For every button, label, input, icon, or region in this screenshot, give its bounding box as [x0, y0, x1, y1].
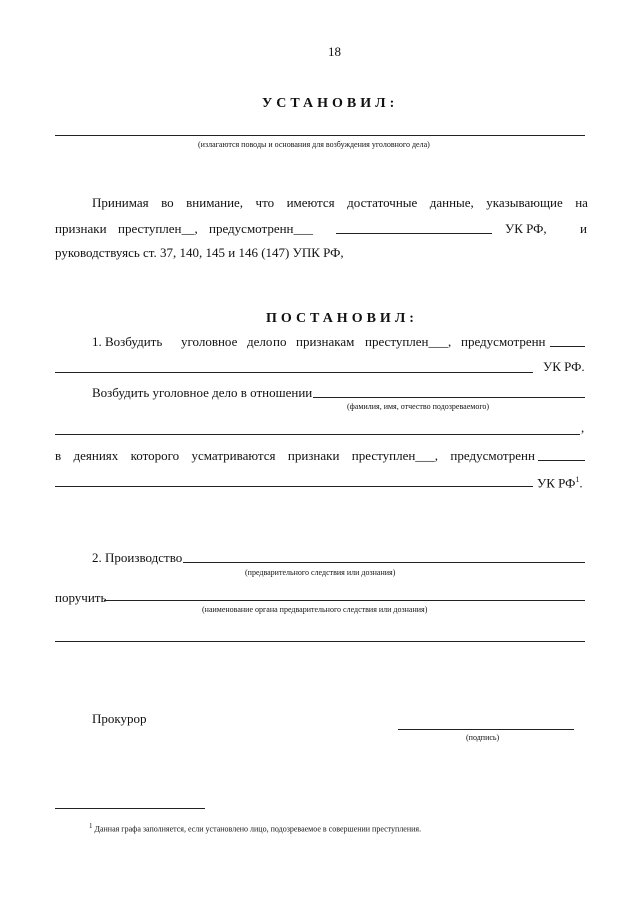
item2-label: 2. Производство [92, 550, 183, 565]
acts-word: преступлен___, [351, 448, 439, 463]
item1-line1-c: дело [247, 334, 273, 349]
grounds-caption: (излагаются поводы и основания для возбуждения уголовного дела) [198, 140, 430, 149]
item1-line1-b: уголовное [181, 334, 238, 349]
item1-line1-d: по [273, 334, 287, 349]
acts-tail-end: . [579, 475, 583, 491]
assign-caption: (наименование органа предварительного следствия или дознания) [202, 605, 428, 614]
resolved-heading: ПОСТАНОВИЛ: [266, 311, 418, 326]
intro-word: достаточные [347, 195, 418, 210]
footnote-mark: 1 [89, 822, 93, 830]
acts-word: усматриваются [191, 448, 276, 463]
assign-line [104, 600, 585, 601]
intro-word: указывающие [486, 195, 563, 210]
intro-word: что [255, 195, 275, 210]
suspect-name-line [313, 397, 585, 398]
acts-word: которого [130, 448, 180, 463]
proceedings-line [183, 562, 585, 563]
acts-word: в [55, 448, 62, 463]
footnote-text: Данная графа заполняется, если установлено лицо, подозреваемое в совершении преступления. [94, 824, 422, 834]
intro-word: данные, [429, 195, 474, 210]
intro-line-2-d: УК РФ, [505, 221, 547, 236]
footnote-separator [55, 808, 205, 809]
acts-word: предусмотренн [450, 448, 535, 463]
intro-word: внимание, [186, 195, 244, 210]
intro-line-1 [92, 195, 588, 211]
intro-word: Принимая [92, 195, 149, 210]
item1-acts-line [55, 448, 535, 464]
footnote [89, 821, 421, 835]
item1-blank-1 [550, 346, 585, 347]
acts-tail [537, 472, 583, 491]
intro-line-2-b: преступлен__, [118, 221, 198, 236]
proceedings-caption: (предварительного следствия или дознания) [245, 568, 396, 577]
signature-line [398, 729, 574, 730]
assign-line-2 [55, 641, 585, 642]
acts-word: признаки [287, 448, 340, 463]
page-number: 18 [328, 44, 341, 59]
acts-blank-1 [538, 460, 585, 461]
item1-blank-2 [55, 372, 533, 373]
acts-tail-text: УК РФ [537, 475, 576, 491]
signature-caption: (подпись) [466, 733, 500, 742]
acts-blank-2 [55, 486, 533, 487]
acts-word: деяниях [73, 448, 119, 463]
suspect-name-caption: (фамилия, имя, отчество подозреваемого) [347, 402, 490, 411]
prosecutor-label: Прокурор [92, 711, 147, 726]
item1-line1-f: преступлен___, [365, 334, 452, 349]
intro-line-3: руководствуясь ст. 37, 140, 145 и 146 (147) УПК РФ, [55, 245, 344, 260]
assign-label: поручить [55, 590, 107, 605]
intro-word: во [161, 195, 174, 210]
intro-line-2-e: и [580, 221, 587, 236]
intro-word: на [575, 195, 588, 210]
item1-against: Возбудить уголовное дело в отношении [92, 385, 313, 400]
item1-line1-a: 1. Возбудить [92, 334, 163, 349]
item1-line1-e: признакам [296, 334, 355, 349]
suspect-name-line-2 [55, 434, 580, 435]
item1-line2-tail: УК РФ. [543, 359, 585, 374]
established-heading: УСТАНОВИЛ: [262, 96, 399, 111]
intro-line-2-a: признаки [55, 221, 107, 236]
grounds-line [55, 135, 585, 136]
article-blank [336, 233, 492, 234]
intro-word: имеются [286, 195, 335, 210]
suspect-line-comma: , [581, 420, 585, 435]
item1-line1-g: предусмотренн [461, 334, 546, 349]
footnote-reference: 1 [575, 475, 580, 484]
intro-line-2-c: предусмотренн___ [209, 221, 314, 236]
